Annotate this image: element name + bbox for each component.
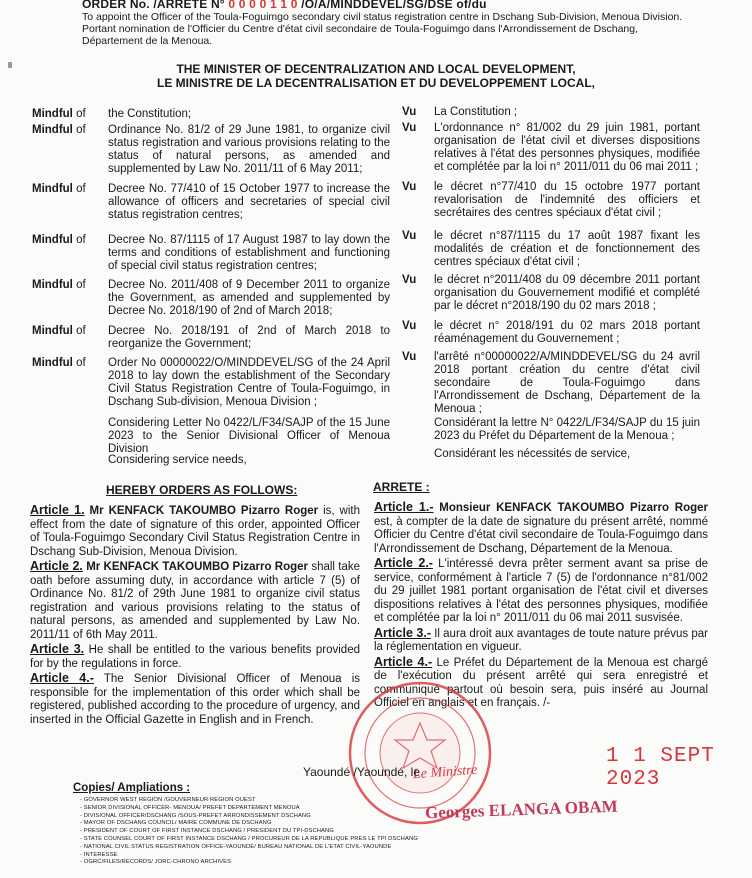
mindful-label: [32, 108, 108, 121]
mindful-word: Mindful: [32, 183, 73, 195]
recital-fr: L'ordonnance n° 81/002 du 29 juin 1981, portant organisation de l'état civil et diverses dispositions relatives à l'état des personnes physiques, modifiée et complétée par la loi n° 2011/011 du 06 mai 2011 ;: [434, 122, 700, 173]
header-line-en: To appoint the Officer of the Toula-Foguimgo secondary civil status registration centre in Dschang Sub-Division, Menoua Division.: [82, 11, 683, 23]
date-stamp: 1 1 SEPT 2023: [606, 745, 715, 791]
signatory-name: Georges ELANGA OBAM: [424, 796, 618, 823]
copy-recipient: - MAYOR OF DSCHANG COUNCIL/ MAIRE COMMUNE DE DSCHANG: [80, 820, 418, 828]
vu-label: Vu: [402, 351, 417, 363]
mindful-word: Mindful: [32, 124, 73, 136]
mindful-label: [32, 234, 108, 247]
considering-letter-fr: Considérant la lettre N° 0422/L/F34/SAJP du 15 juin 2023 du Préfet du Département de la Menoua ;: [434, 417, 700, 442]
article-label: Article 3.-: [374, 625, 431, 640]
mindful-word: Mindful: [32, 325, 73, 337]
article-label: Article 3.: [30, 642, 85, 656]
place-date: Yaoundé /Yaoundé, le: [303, 765, 420, 779]
article-label: Article 2.-: [374, 556, 433, 570]
article-label: Article 4.-: [374, 654, 433, 669]
order-prefix: ORDER No. /ARRETE N°: [82, 0, 225, 11]
appointee-name: Mr KENFACK TAKOUMBO Pizarro Roger: [89, 505, 319, 517]
recital-en: Decree No. 2018/191 of 2nd of March 2018 to reorganize the Government;: [108, 325, 390, 350]
article-label: Article 1.-: [374, 500, 434, 514]
order-number-line: [82, 0, 487, 11]
article-text: He shall be entitled to the various benefits provided for by the regulations in force.: [30, 644, 360, 670]
mindful-label: [32, 124, 108, 137]
vu-label: Vu: [402, 320, 417, 332]
mindful-of-word: of: [76, 183, 86, 195]
recital-fr: le décret n°77/410 du 15 octobre 1977 portant revalorisation de l'indemnité des officiers et secrétaires des centres spéciaux d'état civil ;: [434, 181, 700, 219]
copy-recipient: - STATE COUNSEL COURT OF FIRST INSTANCE DSCHANG / PROCUREUR DE LA REPUBLIQUE PRES LE TPI DSCHANG: [80, 836, 418, 844]
order-suffix: /O/A/MINDDEVEL/SG/DSE of/du: [301, 0, 487, 11]
copy-recipient: - OGRC/FILES/RECORDS/ JORC-CHRONO ARCHIVES: [80, 859, 418, 867]
article-text: L'intéressé devra prêter serment avant sa prise de service, conformément à l'article 7 (5) de l'ordonnance n°81/002 du 29 juillet 1981 portant organisation de l'état civil et diverses dispositions relatives à l'état des personnes physiques, modifiée et complétée par la loi n° 2011/011 du 06 mai 2011 susvisée.: [374, 558, 708, 624]
orders-heading-fr: ARRETE :: [373, 480, 430, 494]
vu-label: Vu: [402, 274, 417, 286]
mindful-word: Mindful: [32, 357, 73, 369]
mindful-label: [32, 183, 108, 196]
article-text: est, à compter de la date de signature du présent arrêté, nommé Officier du Centre d'état civil secondaire de Toula-Foguimgo dans l'Arrondissement de Dschang, Département de la Menoua.: [374, 515, 708, 555]
mindful-word: Mindful: [32, 234, 73, 246]
recital-fr: le décret n° 2018/191 du 02 mars 2018 portant réaménagement du Gouvernement ;: [434, 320, 700, 345]
recital-fr: l'arrêté n°00000022/A/MINDDEVEL/SG du 24 avril 2018 portant création du centre d'état civil secondaire de Toula-Foguimgo dans l'Arrondissement de Dschang, Département de la Menoua ;: [434, 351, 700, 415]
article-text: is, with effect from the date of signature of this order, appointed Officer of Toula-Foguimgo Secondary Civil Status Registration Centre in Dschang Sub-Division, Menoua Division.: [30, 505, 361, 558]
recital-en: the Constitution;: [108, 108, 192, 120]
mindful-of-word: of: [76, 108, 86, 120]
title-en: THE MINISTER OF DECENTRALIZATION AND LOCAL DEVELOPMENT,: [176, 62, 576, 76]
copy-recipient: - GOVERNOR WEST REGION /GOUVERNEUR REGION OUEST: [80, 797, 418, 805]
appointee-name: Mr KENFACK TAKOUMBO Pizarro Roger: [86, 561, 309, 573]
copies-list: [80, 797, 418, 867]
vu-label: Vu: [402, 106, 417, 118]
mindful-label: [32, 357, 108, 370]
articles-en: [30, 503, 360, 727]
copy-recipient: - SENIOR DIVISIONAL OFFICER- MENOUA/ PREFET DEPARTEMENT MENOUA: [80, 805, 418, 813]
copies-heading: Copies/ Ampliations :: [73, 782, 191, 794]
vu-label: Vu: [402, 181, 417, 193]
article-label: Article 4.-: [30, 671, 94, 685]
orders-heading-en: HEREBY ORDERS AS FOLLOWS:: [106, 483, 298, 497]
article-paragraph: [30, 504, 360, 559]
article-paragraph: [374, 627, 708, 655]
considering-service-en: Considering service needs,: [108, 454, 247, 466]
recital-fr: La Constitution ;: [434, 106, 518, 118]
mindful-word: Mindful: [32, 108, 73, 120]
header-line-fr2: Département de la Menoua.: [82, 35, 213, 47]
recital-en: Decree No. 2011/408 of 9 December 2011 to organize the Government, as amended and supplemented by Decree No. 2018/190 of 2nd of March 2018;: [108, 279, 390, 317]
order-number-stamped: 0 0 0 0 1 1 0: [228, 0, 298, 11]
article-text: Il aura droit aux avantages de toute nature prévus par la réglementation en vigueur.: [374, 627, 708, 653]
considering-letter-en: Considering Letter No 0422/L/F34/SAJP of the 15 June 2023 to the Senior Divisional Officer of Menoua Division: [108, 417, 390, 455]
header-line-fr1: Portant nomination de l'Officier du Centre d'état civil secondaire de Toula-Foguimgo dans l'Arrondissement de Dschang,: [82, 23, 639, 35]
article-paragraph: [30, 672, 360, 727]
article-paragraph: [30, 643, 360, 671]
article-paragraph: [374, 501, 708, 556]
article-paragraph: [374, 557, 708, 626]
recital-en: Order No 00000022/O/MINDDEVEL/SG of the 24 April 2018 to lay down the establishment of the Secondary Civil Status Registration Centre of Toula-Foguimgo, in Dschang Sub-division, Menoua Division ;: [108, 357, 390, 408]
article-paragraph: [30, 560, 360, 642]
article-text: Le Préfet du Département de la Menoua est chargé de l'exécution du présent arrêté qui sera enregistré et communiqué partout où besoin sera, puis inséré au Journal Officiel en anglais et en français. /-: [374, 656, 708, 709]
recital-en: Decree No. 77/410 of 15 October 1977 to increase the allowance of officers and secretaries of special civil status registration centres;: [108, 183, 390, 221]
article-text: shall take oath before assuming duty, in accordance with article 7 (5) of Ordinance No. 81/2 of 29th June 1981 to organize civil status registration and various provisions relating to the status of natural persons, as amended and supplemented by Law No. 2011/11 of 6th May 2011.: [30, 561, 361, 641]
mindful-of-word: of: [76, 124, 86, 136]
mindful-of-word: of: [76, 234, 86, 246]
mindful-of-word: of: [76, 279, 86, 291]
appointee-name: Monsieur KENFACK TAKOUMBO Pizarro Roger: [439, 502, 708, 514]
recital-fr: le décret n°2011/408 du 09 décembre 2011 portant organisation du Gouvernement modifié et complété par le décret n°2018/190 du 02 mars 2018 ;: [434, 274, 700, 312]
article-text: The Senior Divisional Officer of Menoua is responsible for the implementation of this order which shall be registered, published according to the procedure of urgency, and inserted in the Official Gazette in English and in French.: [30, 673, 360, 726]
recital-en: Decree No. 87/1115 of 17 August 1987 to lay down the terms and conditions of establishment and functioning of special civil status registration centres;: [108, 234, 390, 272]
mindful-of-word: of: [76, 357, 86, 369]
copy-recipient: - DIVISIONAL OFFICER/DSCHANG /SOUS-PREFET ARRONDISSEMENT DSCHANG: [80, 813, 418, 821]
mindful-word: Mindful: [32, 279, 73, 291]
copy-recipient: - NATIONAL CIVIL STATUS REGISTRATION OFFICE-YAOUNDE/ BUREAU NATIONAL DE L'ETAT CIVIL-YAOUNDE: [80, 844, 418, 852]
recital-en: Ordinance No. 81/2 of 29 June 1981, to organize civil status registration and various provisions relating to the status of natural persons, as amended and supplemented by Law No. 2011/11 of 6 May 2011;: [108, 124, 390, 175]
recital-fr: le décret n°87/1115 du 17 août 1987 fixant les modalités de création et de fonctionnement des centres spéciaux d'état civil ;: [434, 230, 700, 268]
article-label: Article 2.: [30, 559, 83, 573]
vu-label: Vu: [402, 230, 417, 242]
copy-recipient: - PRESIDENT OF COURT OF FIRST INSTANCE DSCHANG / PRESIDENT DU TPI-DSCHANG: [80, 828, 418, 836]
stamp-ministre: Le Ministre: [412, 762, 478, 783]
mindful-label: [32, 279, 108, 292]
article-label: Article 1.: [30, 503, 85, 517]
mindful-of-word: of: [76, 325, 86, 337]
mindful-label: [32, 325, 108, 338]
vu-label: Vu: [402, 122, 417, 134]
copy-recipient: - INTERESSE: [80, 852, 418, 860]
title-fr: LE MINISTRE DE LA DECENTRALISATION ET DU DEVELOPPEMENT LOCAL,: [156, 76, 595, 90]
considering-service-fr: Considérant les nécessités de service,: [434, 448, 631, 460]
